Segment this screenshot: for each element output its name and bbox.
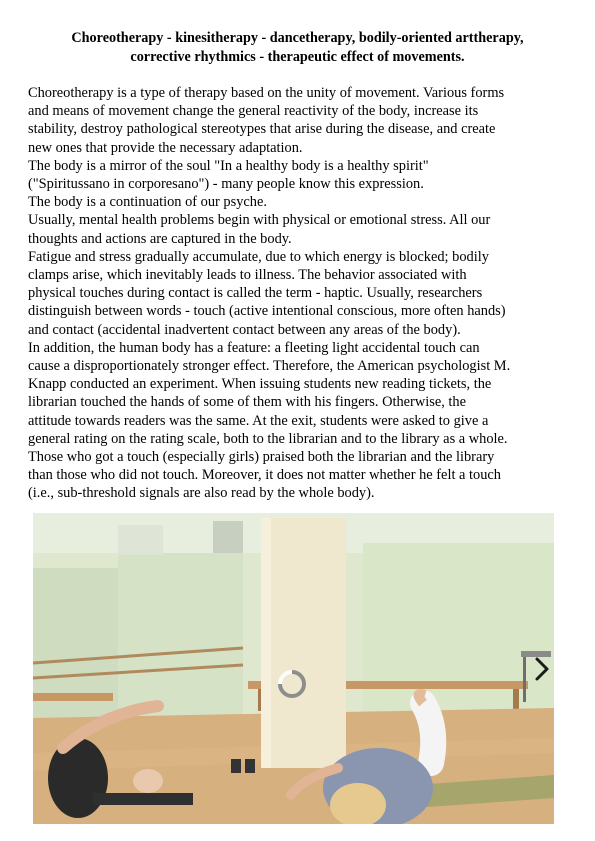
body-line: Knapp conducted an experiment. When issuing students new reading tickets, the xyxy=(28,376,492,393)
body-line: than those who did not touch. Moreover, it does not matter whether he felt a touch xyxy=(28,467,501,484)
article-body xyxy=(28,84,573,503)
body-line: stability, destroy pathological stereotypes that arise during the disease, and create xyxy=(28,121,496,138)
title-line-2: corrective rhythmics - therapeutic effect of movements. xyxy=(130,49,465,65)
body-line: cause a disproportionately stronger effect. Therefore, the American psychologist M. xyxy=(28,358,511,375)
body-line: The body is a mirror of the soul "In a healthy body is a healthy spirit" xyxy=(28,157,429,174)
body-line: Usually, mental health problems begin with physical or emotional stress. All our xyxy=(28,212,491,229)
body-line: The body is a continuation of our psyche. xyxy=(28,194,267,211)
title-line-1: Choreotherapy - kinesitherapy - dancetherapy, bodily-oriented arttherapy, xyxy=(71,30,524,46)
body-line: general rating on the rating scale, both to the librarian and to the library as a whole. xyxy=(28,430,508,447)
body-line: physical touches during contact is called the term - haptic. Usually, researchers xyxy=(28,285,483,302)
body-line: librarian touched the hands of some of them with his fingers. Otherwise, the xyxy=(28,394,467,411)
body-line: attitude towards readers was the same. At the exit, students were asked to give a xyxy=(28,412,489,429)
body-line: distinguish between words - touch (active intentional conscious, more often hands) xyxy=(28,303,506,320)
body-line: Choreotherapy is a type of therapy based on the unity of movement. Various forms xyxy=(28,85,505,101)
body-line: (i.e., sub-threshold signals are also read by the whole body). xyxy=(28,485,375,502)
body-line: and contact (accidental inadvertent contact between any areas of the body). xyxy=(28,321,461,338)
body-line: clamps arise, which inevitably leads to illness. The behavior associated with xyxy=(28,267,467,284)
body-line: thoughts and actions are captured in the body. xyxy=(28,230,292,247)
body-line: Those who got a touch (especially girls) praised both the librarian and the library xyxy=(28,449,495,466)
body-line: and means of movement change the general reactivity of the body, increase its xyxy=(28,103,479,120)
spinner-icon xyxy=(277,669,307,699)
body-line: ("Spiritussano in corporesano") - many people know this expression. xyxy=(28,176,424,193)
body-line: new ones that provide the necessary adaptation. xyxy=(28,139,303,156)
dance-studio-photo xyxy=(33,513,554,824)
body-line: In addition, the human body has a feature: a fleeting light accidental touch can xyxy=(28,339,480,356)
body-line: Fatigue and stress gradually accumulate, due to which energy is blocked; bodily xyxy=(28,248,489,265)
chevron-right-icon[interactable] xyxy=(534,656,550,682)
page-title xyxy=(20,29,575,67)
